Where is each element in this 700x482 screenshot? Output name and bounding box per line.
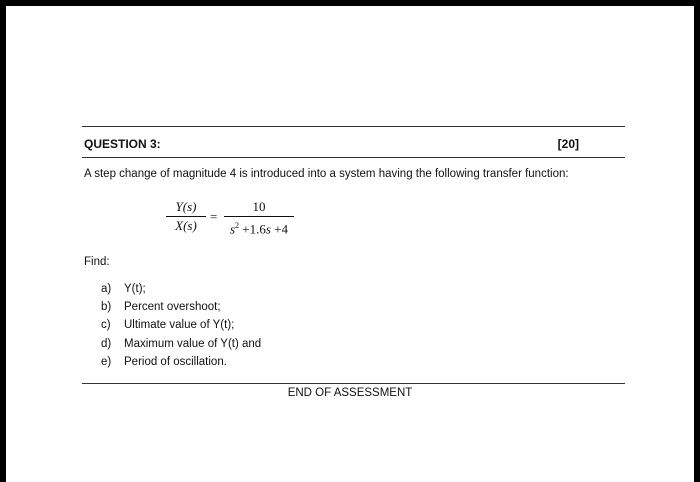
item-text: Percent overshoot; xyxy=(124,301,221,314)
list-item xyxy=(101,301,261,319)
item-marker: d) xyxy=(101,337,112,350)
rhs-denominator xyxy=(224,217,294,237)
item-text: Y(t); xyxy=(124,283,146,295)
item-text: Period of oscillation. xyxy=(124,355,227,368)
lhs-fraction xyxy=(166,199,206,234)
lhs-denominator: X(s) xyxy=(175,218,197,233)
rhs-den-const: +4 xyxy=(270,221,289,237)
list-item xyxy=(101,283,261,301)
list-item xyxy=(101,338,261,356)
rhs-den-s: s xyxy=(229,221,236,237)
find-label: Find: xyxy=(84,256,110,268)
item-text: Maximum value of Y(t) and xyxy=(124,337,262,350)
rhs-numerator: 10 xyxy=(224,199,294,217)
item-marker: e) xyxy=(101,355,112,368)
top-rule xyxy=(82,126,625,127)
item-marker: c) xyxy=(101,319,111,332)
rhs-den-exponent: 2 xyxy=(235,221,240,230)
list-item xyxy=(101,319,261,337)
document-page xyxy=(6,6,694,482)
equals-sign: = xyxy=(210,209,218,224)
question-title: QUESTION 3: xyxy=(84,137,161,151)
item-marker: a) xyxy=(101,283,112,295)
header-rule xyxy=(82,157,625,158)
task-list xyxy=(101,283,261,374)
rhs-den-coef: +1.6 xyxy=(239,221,266,237)
list-item xyxy=(101,356,261,374)
end-of-assessment: END OF ASSESSMENT xyxy=(287,387,413,399)
question-marks: [20] xyxy=(557,137,579,151)
rhs-fraction xyxy=(224,199,294,237)
rhs-den-s2: s xyxy=(265,221,271,237)
problem-statement: A step change of magnitude 4 is introduced into a system having the following transfer function: xyxy=(84,168,569,180)
item-marker: b) xyxy=(101,301,112,314)
item-text: Ultimate value of Y(t); xyxy=(124,319,235,332)
lhs-numerator: Y(s) xyxy=(166,199,206,217)
footer-rule xyxy=(82,383,625,384)
